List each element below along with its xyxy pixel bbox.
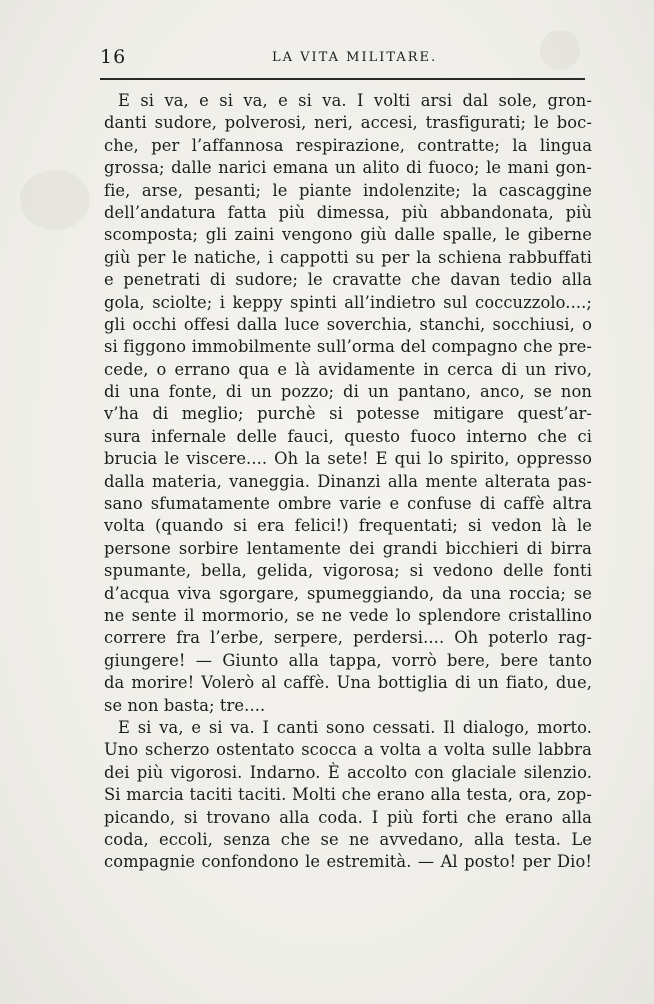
text-line: v’ha di meglio; purchè si potesse mitigare quest’ar- (104, 404, 592, 424)
text-line: giungere! — Giunto alla tappa, vorrò bere, bere tanto (104, 650, 592, 670)
text-line: compagnie confondono le estremità. — Al posto! per Dio! (104, 852, 592, 872)
text-line: danti sudore, polverosi, neri, accesi, trasfigurati; le boc- (104, 113, 592, 133)
text-line: Si marcia taciti taciti. Molti che erano alla testa, ora, zop- (104, 785, 592, 805)
text-line: gli occhi offesi dalla luce soverchia, stanchi, socchiusi, o (104, 314, 592, 334)
text-line: Uno scherzo ostentato scocca a volta a volta sulle labbra (104, 740, 592, 760)
text-line: giù per le natiche, i cappotti su per la schiena rabbuffati (104, 247, 592, 267)
text-line: brucia le viscere.... Oh la sete! E qui lo spirito, oppresso (104, 449, 592, 469)
text-line: ne sente il mormorio, se ne vede lo splendore cristallino (104, 605, 592, 625)
text-line: che, per l’affannosa respirazione, contratte; la lingua (104, 135, 592, 155)
text-line: scomposta; gli zaini vengono giù dalle spalle, le giberne (104, 225, 592, 245)
text-line: volta (quando si era felici!) frequentati; si vedon là le (104, 516, 592, 536)
text-line: fie, arse, pesanti; le piante indolenzite; la cascaggine (104, 180, 592, 200)
text-line: d’acqua viva sgorgare, spumeggiando, da una roccia; se (104, 583, 592, 603)
text-line: dell’andatura fatta più dimessa, più abbandonata, più (104, 202, 592, 222)
text-line: dei più vigorosi. Indarno. È accolto con glaciale silenzio. (104, 762, 592, 782)
text-line: dalla materia, vaneggia. Dinanzi alla mente alterata pas- (104, 471, 592, 491)
body-text (104, 90, 592, 874)
text-line: gola, sciolte; i keppy spinti all’indietro sul coccuzzolo....; (104, 292, 592, 312)
text-line: persone sorbire lentamente dei grandi bicchieri di birra (104, 538, 592, 558)
text-line: picando, si trovano alla coda. I più forti che erano alla (104, 807, 592, 827)
page-number: 16 (100, 46, 127, 68)
running-head (100, 46, 600, 70)
text-line: spumante, bella, gelida, vigorosa; si vedono delle fonti (104, 561, 592, 581)
text-line: grossa; dalle narici emana un alito di fuoco; le mani gon- (104, 158, 592, 178)
text-line: E si va, e si va, e si va. I volti arsi dal sole, gron- (118, 91, 592, 110)
text-line: si figgono immobilmente sull’orma del compagno che pre- (104, 337, 592, 357)
text-line: sano sfumatamente ombre varie e confuse di caffè altra (104, 494, 592, 514)
paper-stain (20, 170, 90, 230)
text-line: di una fonte, di un pozzo; di un pantano, anco, se non (104, 382, 592, 402)
text-line: coda, eccoli, senza che se ne avvedano, alla testa. Le (104, 829, 592, 849)
text-line: se non basta; tre.... (104, 695, 266, 715)
header-rule (100, 78, 585, 80)
text-line: E si va, e si va. I canti sono cessati. Il dialogo, morto. (118, 717, 592, 737)
text-line: e penetrati di sudore; le cravatte che davan tedio alla (104, 270, 592, 290)
running-title: LA VITA MILITARE. (272, 50, 438, 65)
text-line: correre fra l’erbe, serpere, perdersi.... Oh poterlo rag- (104, 628, 592, 648)
text-line: sura infernale delle fauci, questo fuoco interno che ci (104, 426, 592, 446)
text-line: da morire! Volerò al caffè. Una bottiglia di un fiato, due, (104, 673, 592, 693)
text-line: cede, o errano qua e là avidamente in cerca di un rivo, (104, 359, 592, 379)
